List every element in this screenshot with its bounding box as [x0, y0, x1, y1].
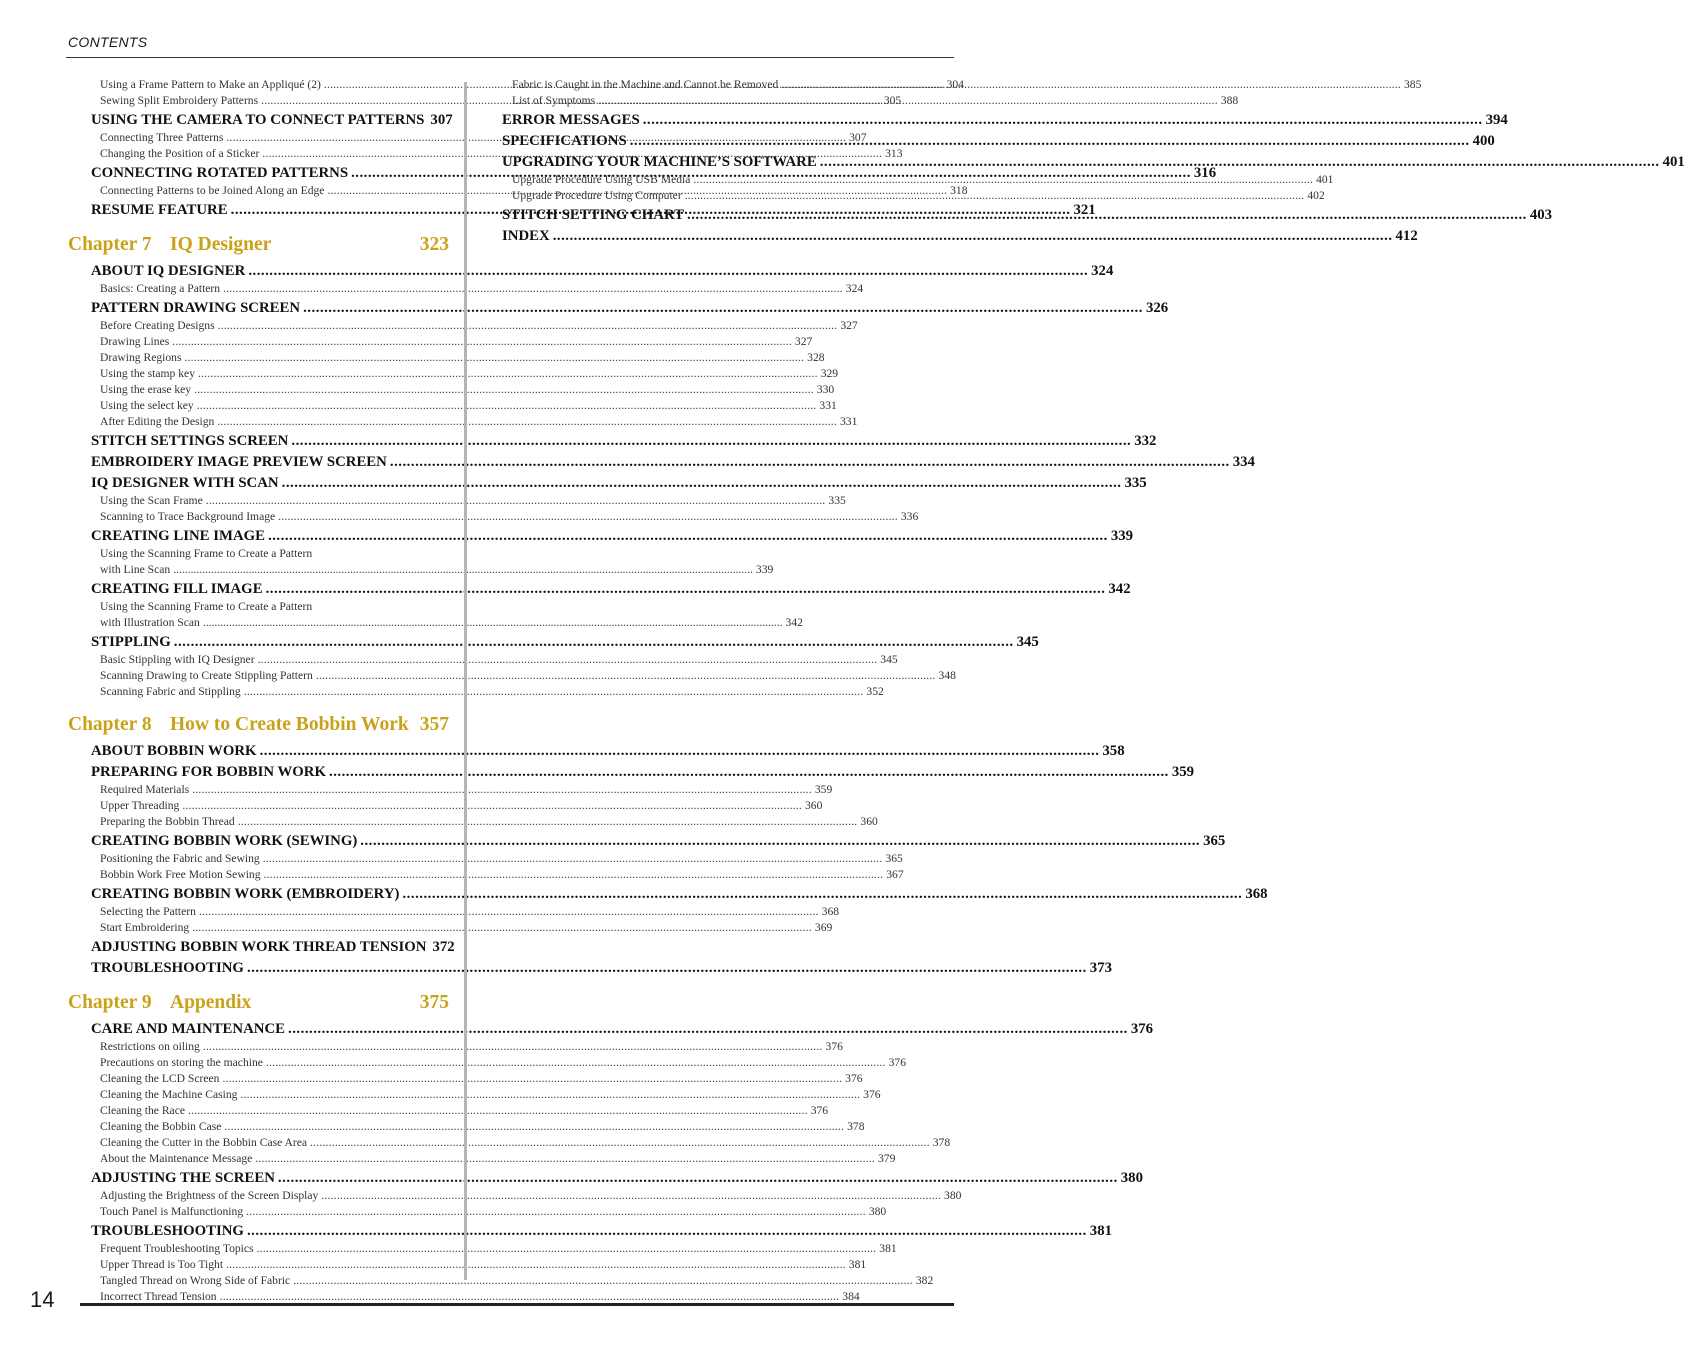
dot-leader — [693, 172, 1313, 188]
toc-section[interactable] — [68, 473, 1147, 493]
dot-leader — [316, 668, 936, 684]
dot-leader — [172, 334, 792, 350]
dot-leader — [278, 1168, 1118, 1188]
dot-leader — [360, 831, 1200, 851]
toc-section-title: STIPPLING — [91, 634, 171, 650]
dot-leader — [264, 867, 884, 883]
chapter-number: Chapter 8 — [68, 714, 152, 735]
toc-page-number: 330 — [816, 383, 835, 396]
toc-page-number: 382 — [915, 1274, 934, 1287]
toc-page-number: 381 — [1089, 1223, 1112, 1239]
toc-subentry[interactable] — [68, 1151, 896, 1167]
chapter-heading[interactable] — [68, 712, 449, 738]
dot-leader — [223, 281, 843, 297]
toc-subentry[interactable] — [68, 1204, 887, 1220]
dot-leader — [247, 1221, 1087, 1241]
toc-subentry-title: Upper Threading — [100, 799, 180, 812]
toc-subentry[interactable] — [68, 281, 864, 297]
toc-subentry[interactable] — [68, 1087, 881, 1103]
toc-page-number: 327 — [794, 335, 813, 348]
toc-page-number: 339 — [755, 563, 774, 576]
dot-leader — [303, 298, 1143, 318]
toc-page-number: 334 — [1232, 454, 1255, 470]
toc-page-number: 380 — [1120, 1170, 1143, 1186]
toc-subentry-title: Basics: Creating a Pattern — [100, 282, 221, 295]
dot-leader — [260, 741, 1100, 761]
toc-page-number: 342 — [785, 616, 803, 629]
toc-section-title: TROUBLESHOOTING — [91, 960, 244, 976]
toc-section-title: EMBROIDERY IMAGE PREVIEW SCREEN — [91, 454, 387, 470]
toc-page-number: 326 — [1145, 300, 1169, 316]
toc-page-number: 359 — [814, 783, 833, 796]
toc-subentry[interactable] — [68, 782, 833, 798]
toc-page-number: 332 — [1134, 433, 1157, 449]
toc-subentry-title: Sewing Split Embroidery Patterns — [100, 94, 259, 107]
toc-section[interactable] — [502, 226, 1418, 246]
toc-subentry[interactable] — [68, 350, 825, 366]
dot-leader — [288, 1019, 1128, 1039]
toc-page-number: 365 — [1203, 833, 1226, 849]
toc-page-number: 342 — [1108, 581, 1131, 597]
toc-page-number: 376 — [1130, 1021, 1154, 1037]
toc-section-title: PREPARING FOR BOBBIN WORK — [91, 764, 326, 780]
dot-leader — [263, 851, 883, 867]
chapter-title: How to Create Bobbin Work — [170, 714, 409, 735]
toc-subentry[interactable] — [68, 398, 837, 414]
toc-page-number: 384 — [842, 1290, 860, 1303]
dot-leader — [630, 131, 1470, 151]
toc-page-number: 376 — [845, 1072, 863, 1085]
toc-page-number: 324 — [845, 282, 864, 295]
toc-subentry-title: Tangled Thread on Wrong Side of Fabric — [100, 1274, 291, 1287]
toc-subentry-title: Cleaning the Machine Casing — [100, 1088, 238, 1101]
dot-leader — [184, 350, 804, 366]
dot-leader — [268, 526, 1108, 546]
toc-section-title: CARE AND MAINTENANCE — [91, 1021, 286, 1037]
toc-page-number: 401 — [1662, 154, 1685, 170]
toc-section-title: CREATING BOBBIN WORK (SEWING) — [91, 833, 358, 849]
toc-subentry[interactable] — [68, 382, 835, 398]
toc-subentry-title: About the Maintenance Message — [100, 1152, 253, 1165]
toc-subentry-title: Connecting Three Patterns — [100, 131, 224, 144]
toc-section-title: STITCH SETTING CHART — [502, 207, 685, 223]
toc-page-number: 376 — [863, 1088, 881, 1101]
toc-section-title: SPECIFICATIONS — [502, 133, 627, 149]
dot-leader — [553, 226, 1393, 246]
toc-subentry[interactable] — [68, 1257, 867, 1273]
toc-section[interactable] — [68, 579, 1131, 599]
toc-section[interactable] — [68, 937, 455, 957]
dot-leader — [248, 261, 1088, 281]
toc-page-number: 381 — [879, 1242, 897, 1255]
toc-subentry-title: Cleaning the Bobbin Case — [100, 1120, 222, 1133]
toc-page-number: 373 — [1089, 960, 1112, 976]
dot-leader — [203, 1039, 823, 1055]
toc-section-title: TROUBLESHOOTING — [91, 1223, 244, 1239]
toc-page-number: 403 — [1529, 207, 1553, 223]
toc-subentry[interactable] — [68, 1273, 934, 1289]
toc-page-number: 327 — [840, 319, 858, 332]
dot-leader — [257, 1241, 877, 1257]
toc-section[interactable] — [68, 1168, 1143, 1188]
toc-subentry[interactable] — [68, 851, 903, 867]
chapter-number: Chapter 9 — [68, 992, 152, 1013]
toc-page-number: 369 — [814, 921, 833, 934]
toc-section[interactable] — [68, 958, 1112, 978]
toc-subentry-title: Drawing Lines — [100, 335, 170, 348]
toc-page-number: 365 — [885, 852, 903, 865]
header-rule — [66, 57, 954, 58]
dot-leader — [329, 762, 1169, 782]
dot-leader — [226, 1257, 846, 1273]
toc-subentry[interactable] — [68, 318, 858, 334]
toc-page-number: 412 — [1395, 228, 1418, 244]
chapter-page: 323 — [419, 234, 449, 255]
toc-page-number: 352 — [866, 685, 884, 698]
toc-page-number: 359 — [1171, 764, 1195, 780]
dot-leader — [293, 1273, 913, 1289]
dot-leader — [194, 382, 814, 398]
dot-leader — [197, 398, 817, 414]
dot-leader — [310, 1135, 930, 1151]
toc-page-number: 380 — [868, 1205, 887, 1218]
toc-page-number: 339 — [1110, 528, 1134, 544]
dot-leader — [258, 652, 878, 668]
dot-leader — [238, 814, 858, 830]
dot-leader — [266, 1055, 886, 1071]
dot-leader — [255, 1151, 875, 1167]
toc-subentry-title: Fabric is Caught in the Machine and Cannot be Removed — [512, 78, 779, 91]
toc-subentry-title: Restrictions on oiling — [100, 1040, 200, 1053]
toc-subentry-title: with Illustration Scan — [100, 616, 200, 629]
toc-section[interactable] — [68, 526, 1134, 546]
toc-page-number: 329 — [820, 367, 839, 380]
toc-subentry[interactable] — [68, 366, 839, 382]
toc-subentry[interactable] — [68, 599, 803, 631]
toc-subentry-title: Positioning the Fabric and Sewing — [100, 852, 260, 865]
dot-leader — [246, 1204, 866, 1220]
toc-subentry-title: Changing the Position of a Sticker — [100, 147, 260, 160]
toc-page-number: 307 — [430, 112, 453, 128]
dot-leader — [820, 152, 1660, 172]
toc-subentry-title: Required Materials — [100, 783, 190, 796]
toc-page-number: 360 — [860, 815, 878, 828]
toc-section-title: ABOUT BOBBIN WORK — [91, 743, 257, 759]
toc-section[interactable] — [68, 1221, 1112, 1241]
toc-section[interactable] — [502, 131, 1495, 151]
toc-subentry-title: Incorrect Thread Tension — [100, 1290, 217, 1303]
footer-rule — [80, 1303, 954, 1306]
toc-page-number: 376 — [888, 1056, 906, 1069]
toc-section[interactable] — [68, 762, 1195, 782]
toc-subentry-title: Before Creating Designs — [100, 319, 215, 332]
toc-page-number: 372 — [432, 939, 455, 955]
toc-subentry-title: Scanning to Trace Background Image — [100, 510, 276, 523]
toc-section[interactable] — [502, 110, 1508, 130]
toc-subentry-title: Preparing the Bobbin Thread — [100, 815, 235, 828]
page-number: 14 — [30, 1287, 55, 1312]
toc-page-number: 348 — [938, 669, 956, 682]
toc-subentry[interactable] — [68, 493, 846, 509]
toc-page-number: 379 — [877, 1152, 896, 1165]
toc-subentry[interactable] — [68, 1039, 843, 1055]
toc-page-number: 376 — [825, 1040, 843, 1053]
dot-leader — [182, 798, 802, 814]
dot-leader — [188, 1103, 808, 1119]
toc-subentry-row — [100, 615, 803, 631]
toc-page-number: 380 — [944, 1189, 962, 1202]
toc-subentry-title-line1: Using the Scanning Frame to Create a Pattern — [100, 547, 313, 560]
toc-subentry-title: Basic Stippling with IQ Designer — [100, 653, 255, 666]
toc-page-number: 335 — [828, 494, 846, 507]
dot-leader — [291, 431, 1131, 451]
toc-page-number: 368 — [1245, 886, 1268, 902]
dot-leader — [321, 1188, 941, 1204]
toc-page-number: 328 — [807, 351, 825, 364]
toc-subentry[interactable] — [68, 1071, 863, 1087]
toc-subentry-title: Scanning Drawing to Create Stippling Pattern — [100, 669, 313, 682]
toc-section-title: USING THE CAMERA TO CONNECT PATTERNS — [91, 112, 425, 128]
toc-subentry-title: Adjusting the Brightness of the Screen Display — [100, 1189, 319, 1202]
toc-subentry[interactable] — [68, 414, 858, 430]
dot-leader — [598, 93, 1218, 109]
dot-leader — [203, 615, 783, 631]
toc-section-title: CREATING LINE IMAGE — [91, 528, 266, 544]
toc-page-number: 376 — [810, 1104, 829, 1117]
toc-page-number: 401 — [1316, 173, 1334, 186]
toc-page-number: 324 — [1091, 263, 1114, 279]
dot-leader — [247, 958, 1087, 978]
toc-page-number: 358 — [1102, 743, 1125, 759]
dot-leader — [217, 414, 837, 430]
toc-subentry-title: Start Embroidering — [100, 921, 190, 934]
dot-leader — [240, 1087, 860, 1103]
dot-leader — [266, 579, 1106, 599]
toc-section-title: PATTERN DRAWING SCREEN — [91, 300, 301, 316]
dot-leader — [390, 452, 1230, 472]
toc-page-number: 336 — [900, 510, 919, 523]
toc-page-number: 402 — [1307, 189, 1325, 202]
toc-page-number: 316 — [1193, 165, 1217, 181]
toc-subentry[interactable] — [68, 904, 840, 920]
toc-subentry[interactable] — [68, 1055, 906, 1071]
chapter-number: Chapter 7 — [68, 234, 152, 255]
dot-leader — [174, 632, 1014, 652]
toc-page-number: 321 — [1073, 202, 1096, 218]
toc-page-number: 394 — [1485, 112, 1508, 128]
toc-subentry[interactable] — [68, 814, 878, 830]
toc-subentry[interactable] — [68, 1135, 951, 1151]
toc-subentry[interactable] — [68, 334, 813, 350]
toc-section[interactable] — [68, 452, 1255, 472]
toc-subentry-title: Using a Frame Pattern to Make an Appliqué (2) — [100, 78, 321, 91]
dot-leader — [206, 493, 826, 509]
toc-subentry-title: Upgrade Procedure Using USB Media — [512, 173, 691, 186]
toc-subentry-title: Upgrade Procedure Using Computer — [512, 189, 682, 202]
dot-leader — [402, 884, 1242, 904]
toc-page-number: 313 — [885, 147, 903, 160]
toc-subentry[interactable] — [68, 546, 774, 578]
toc-subentry-title: Touch Panel is Malfunctioning — [100, 1205, 244, 1218]
toc-subentry-title: Using the select key — [100, 399, 194, 412]
toc-subentry-title: Using the stamp key — [100, 367, 195, 380]
toc-page-number: 378 — [847, 1120, 865, 1133]
chapter-title: Appendix — [170, 992, 252, 1013]
toc-subentry[interactable] — [68, 652, 898, 668]
toc-section[interactable] — [68, 110, 453, 130]
dot-leader — [643, 110, 1483, 130]
dot-leader — [781, 77, 1401, 93]
chapter-page: 357 — [419, 714, 449, 735]
toc-section-title: RESUME FEATURE — [91, 202, 228, 218]
toc-subentry-title: Using the erase key — [100, 383, 192, 396]
toc-section-title: ERROR MESSAGES — [502, 112, 640, 128]
toc-subentry[interactable] — [68, 798, 823, 814]
toc-subentry[interactable] — [68, 509, 919, 525]
toc-subentry[interactable] — [68, 1119, 865, 1135]
toc-page-number: 378 — [932, 1136, 951, 1149]
dot-leader — [199, 904, 819, 920]
chapter-heading[interactable] — [68, 232, 449, 258]
toc-subentry-title: Frequent Troubleshooting Topics — [100, 1242, 254, 1255]
toc-page-number: 385 — [1403, 78, 1422, 91]
toc-page-number: 381 — [848, 1258, 867, 1271]
dot-leader — [685, 188, 1305, 204]
toc-page-number: 367 — [886, 868, 904, 881]
toc-subentry-title: Precautions on storing the machine — [100, 1056, 263, 1069]
dot-leader — [282, 473, 1122, 493]
toc-section-title: INDEX — [502, 228, 550, 244]
toc-section-title: ABOUT IQ DESIGNER — [91, 263, 246, 279]
toc-page-number: 307 — [849, 131, 867, 144]
toc-subentry-title: Cleaning the Cutter in the Bobbin Case Area — [100, 1136, 308, 1149]
toc-section[interactable] — [68, 1019, 1154, 1039]
dot-leader — [222, 1071, 842, 1087]
toc-subentry-title: Drawing Regions — [100, 351, 182, 364]
toc-subentry[interactable] — [68, 1103, 829, 1119]
toc-section-title: IQ DESIGNER WITH SCAN — [91, 475, 279, 491]
chapter-heading[interactable] — [68, 990, 449, 1016]
toc-page-number: 331 — [840, 415, 858, 428]
chapter-title: IQ Designer — [170, 234, 272, 255]
toc-subentry-title: Using the Scan Frame — [100, 494, 203, 507]
toc-subentry[interactable] — [68, 668, 956, 684]
dot-leader — [687, 205, 1527, 225]
toc-page-number: 304 — [946, 78, 964, 91]
toc-subentry-title: Scanning Fabric and Stippling — [100, 685, 241, 698]
chapter-page: 375 — [419, 992, 449, 1013]
toc-page-number: 335 — [1124, 475, 1147, 491]
toc-page-number: 305 — [883, 94, 902, 107]
running-header: CONTENTS — [68, 34, 148, 50]
toc-subentry-title: with Line Scan — [100, 563, 171, 576]
toc-subentry[interactable] — [68, 920, 833, 936]
toc-page-number: 345 — [1016, 634, 1039, 650]
toc-page-number: 360 — [805, 799, 823, 812]
toc-section-title: CONNECTING ROTATED PATTERNS — [91, 165, 349, 181]
dot-leader — [198, 366, 818, 382]
column-divider — [464, 82, 467, 1280]
toc-page-number: 345 — [880, 653, 898, 666]
toc-section-title: CREATING FILL IMAGE — [91, 581, 263, 597]
toc-subentry-title: After Editing the Design — [100, 415, 215, 428]
toc-subentry-title: Cleaning the Race — [100, 1104, 185, 1117]
toc-subentry-title: Bobbin Work Free Motion Sewing — [100, 868, 261, 881]
toc-section-title: UPGRADING YOUR MACHINE’S SOFTWARE — [502, 154, 817, 170]
dot-leader — [244, 684, 864, 700]
toc-subentry[interactable] — [68, 867, 904, 883]
toc-section-title: ADJUSTING BOBBIN WORK THREAD TENSION — [91, 939, 427, 955]
toc-subentry-title: Selecting the Pattern — [100, 905, 196, 918]
toc-subentry[interactable] — [68, 684, 884, 700]
toc-section[interactable] — [68, 884, 1268, 904]
toc-subentry[interactable] — [68, 1241, 897, 1257]
toc-section-title: ADJUSTING THE SCREEN — [91, 1170, 275, 1186]
dot-leader — [218, 318, 838, 334]
toc-page-number: 400 — [1472, 133, 1495, 149]
toc-subentry[interactable] — [68, 1188, 962, 1204]
toc-section[interactable] — [68, 632, 1039, 652]
toc-section-title: STITCH SETTINGS SCREEN — [91, 433, 289, 449]
toc-subentry-title: Connecting Patterns to be Joined Along an Edge — [100, 184, 325, 197]
toc-section[interactable] — [68, 261, 1114, 281]
dot-leader — [278, 509, 898, 525]
dot-leader — [192, 920, 812, 936]
toc-subentry-row — [100, 562, 774, 578]
toc-subentry-title-line1: Using the Scanning Frame to Create a Pattern — [100, 600, 313, 613]
toc-section[interactable] — [68, 741, 1125, 761]
toc-section[interactable] — [68, 298, 1169, 318]
toc-page-number: 331 — [819, 399, 837, 412]
toc-subentry-title: Upper Thread is Too Tight — [100, 1258, 224, 1271]
dot-leader — [192, 782, 812, 798]
toc-section[interactable] — [68, 831, 1226, 851]
toc-page-number: 318 — [950, 184, 968, 197]
toc-subentry-title: Cleaning the LCD Screen — [100, 1072, 220, 1085]
toc-subentry-title: List of Symptoms — [512, 94, 596, 107]
toc-page-number: 368 — [821, 905, 840, 918]
toc-section[interactable] — [68, 431, 1157, 451]
toc-page-number: 388 — [1220, 94, 1239, 107]
toc-section-title: CREATING BOBBIN WORK (EMBROIDERY) — [91, 886, 400, 902]
dot-leader — [224, 1119, 844, 1135]
